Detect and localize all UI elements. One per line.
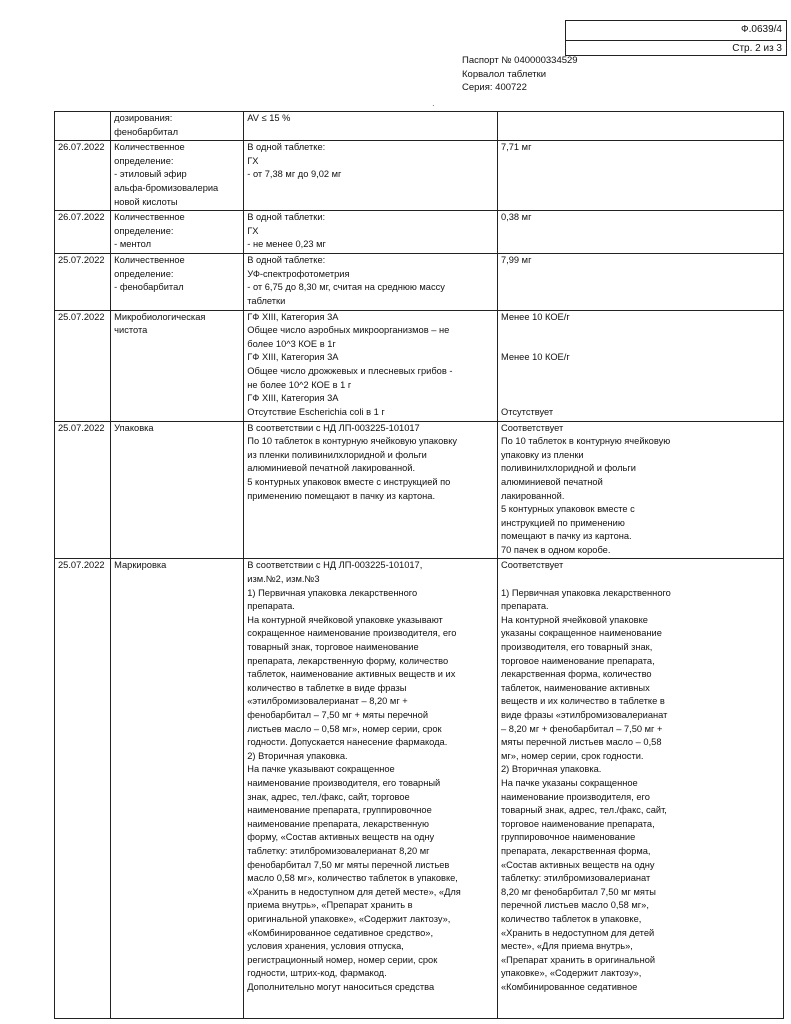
page-number-text: Стр. 2 из 3 bbox=[732, 43, 782, 54]
series-number: Серия: 400722 bbox=[462, 82, 527, 93]
test-result: 7,99 мг bbox=[498, 254, 784, 310]
table-row bbox=[55, 141, 784, 211]
test-requirement: В одной таблетки: ГХ - не менее 0,23 мг bbox=[244, 211, 498, 254]
test-name: Количественное определение: - этиловый эфир альфа-бромизовалериа новой кислоты bbox=[111, 141, 244, 211]
test-result: Соответствует По 10 таблеток в контурную ячейковую упаковку из пленки поливинилхлоридной и фольги алюминиевой печатной лакированной. 5 контурных упаковок вместе с инструкцией по применению помещают в пачку из картона. 70 пачек в одном коробе. bbox=[498, 421, 784, 559]
test-result: Соответствует 1) Первичная упаковка лекарственного препарата. На контурной ячейковой упаковке указаны сокращенное наименование производителя, его товарный знак, торговое наименование препарата, лекарственная форма, количество таблеток, наименование активных веществ и их количество в таблетке в виде фразы «этилбромизовалерианат – 8,20 мг + фенобарбитал – 7,50 мг + мяты перечной листьев масло – 0,58 мг», номер серии, срок годности. 2) Вторичная упаковка. На пачке указаны сокращенное наименование производителя, его товарный знак, адрес, тел./факс, сайт, торговое наименование препарата, группировочное наименование препарата, лекарственная форма, «Состав активных веществ на одну таблетку: этилбромизовалерианат 8,20 мг фенобарбитал 7,50 мг мяты перечной листьев масло 0,58 мг», количество таблеток в упаковке, «Хранить в недоступном для детей месте», «Для приема внутрь», «Препарат хранить в оригинальной упаковке», «Содержит лактозу», «Комбинированное седативное bbox=[498, 559, 784, 1019]
test-result bbox=[498, 112, 784, 141]
form-code-box bbox=[565, 20, 787, 56]
test-date: 25.07.2022 bbox=[55, 254, 111, 310]
product-name: Корвалол таблетки bbox=[462, 68, 547, 80]
scan-speck: · bbox=[432, 101, 435, 110]
test-name: Количественное определение: - ментол bbox=[111, 211, 244, 254]
table-row bbox=[55, 254, 784, 310]
test-name: Маркировка bbox=[111, 559, 244, 1019]
test-date: 25.07.2022 bbox=[55, 310, 111, 421]
test-name: Упаковка bbox=[111, 421, 244, 559]
table-row bbox=[55, 421, 784, 559]
analysis-table bbox=[54, 111, 784, 1019]
table-row bbox=[55, 310, 784, 421]
test-date: 26.07.2022 bbox=[55, 141, 111, 211]
passport-number: Паспорт № 040000334529 bbox=[462, 55, 578, 66]
table-row bbox=[55, 112, 784, 141]
form-code: Ф.0639/4 bbox=[741, 24, 782, 35]
test-name: Количественное определение: - фенобарбитал bbox=[111, 254, 244, 310]
test-requirement: ГФ XIII, Категория 3А Общее число аэробных микроорганизмов – не более 10^3 КОЕ в 1г ГФ XIII, Категория 3А Общее число дрожжевых и плесневых грибов - не более 10^2 КОЕ в 1 г ГФ XIII, Категория 3А Отсутствие Escherichia coli в 1 г bbox=[244, 310, 498, 421]
passport-block bbox=[462, 54, 578, 95]
test-date: 26.07.2022 bbox=[55, 211, 111, 254]
test-name: Микробиологическая чистота bbox=[111, 310, 244, 421]
page-number bbox=[566, 40, 786, 54]
test-requirement: В соответствии с НД ЛП-003225-101017, изм.№2, изм.№3 1) Первичная упаковка лекарственного препарата. На контурной ячейковой упаковке указывают сокращенное наименование производителя, его товарный знак, торговое наименование препарата, лекарственную форму, количество таблеток, наименование активных веществ и их количество в таблетке в виде фразы «этилбромизовалерианат – 8,20 мг + фенобарбитал – 7,50 мг + мяты перечной листьев масло – 0,58 мг», номер серии, срок годности. Допускается нанесение фармакода. 2) Вторичная упаковка. На пачке указывают сокращенное наименование производителя, его товарный знак, адрес, тел./факс, сайт, торговое наименование препарата, группировочное наименование препарата, лекарственную форму, «Состав активных веществ на одну таблетку: этилбромизовалерианат 8,20 мг фенобарбитал 7,50 мг мяты перечной листьев масло 0,58 мг», количество таблеток в упаковке, «Хранить в недоступном для детей месте», «Для приема внутрь», «Препарат хранить в оригинальной упаковке», «Содержит лактозу», «Комбинированное седативное средство», условия хранения, условия отпуска, регистрационный номер, номер серии, срок годности, штрих-код, фармакод. Дополнительно могут наноситься средства bbox=[244, 559, 498, 1019]
test-result: 7,71 мг bbox=[498, 141, 784, 211]
table-row bbox=[55, 559, 784, 1019]
test-requirement: В соответствии с НД ЛП-003225-101017 По 10 таблеток в контурную ячейковую упаковку из пленки поливинилхлоридной и фольги алюминиевой печатной лакированной. 5 контурных упаковок вместе с инструкцией по применению помещают в пачку из картона. bbox=[244, 421, 498, 559]
test-date bbox=[55, 112, 111, 141]
test-result: Менее 10 КОЕ/г Менее 10 КОЕ/г Отсутствует bbox=[498, 310, 784, 421]
test-requirement: В одной таблетке: ГХ - от 7,38 мг до 9,02 мг bbox=[244, 141, 498, 211]
test-date: 25.07.2022 bbox=[55, 559, 111, 1019]
test-result: 0,38 мг bbox=[498, 211, 784, 254]
test-date: 25.07.2022 bbox=[55, 421, 111, 559]
table-row bbox=[55, 211, 784, 254]
test-name: дозирования: фенобарбитал bbox=[111, 112, 244, 141]
test-requirement: В одной таблетке: УФ-спектрофотометрия - от 6,75 до 8,30 мг, считая на среднюю массу таблетки bbox=[244, 254, 498, 310]
test-requirement: AV ≤ 15 % bbox=[244, 112, 498, 141]
